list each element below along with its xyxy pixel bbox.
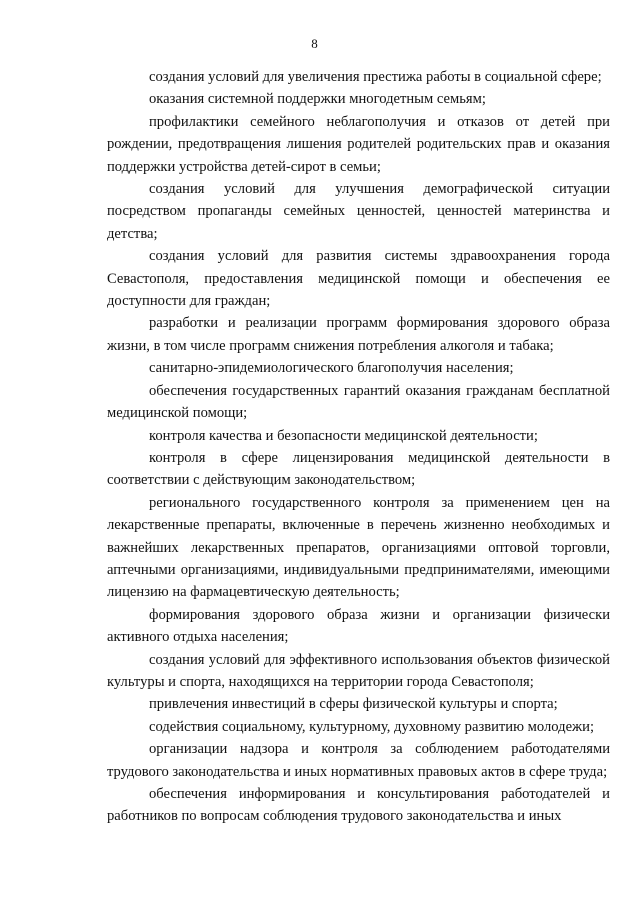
paragraph-demographic-situation: создания условий для улучшения демографической ситуации посредством пропаганды семейных ценностей, ценностей материнства и детства; xyxy=(107,181,610,242)
paragraph-family-trouble-prevention: профилактики семейного неблагополучия и отказов от детей при рождении, предотвращения лишения родителей родительских прав и оказания поддержки устройства детей-сирот в семьи; xyxy=(107,113,610,175)
paragraph-employer-consulting: обеспечения информирования и консультирования работодателей и работников по вопросам соблюдения трудового законодательства и иных xyxy=(107,786,610,825)
paragraph-healthy-lifestyle-programs: разработки и реализации программ формирования здорового образа жизни, в том числе программ снижения потребления алкоголя и табака; xyxy=(107,315,610,354)
paragraph-labor-law-supervision: организации надзора и контроля за соблюдением работодателями трудового законодательства и иных нормативных правовых актов в сфере труда; xyxy=(107,741,610,780)
paragraph-medical-quality-control: контроля качества и безопасности медицинской деятельности; xyxy=(149,427,538,444)
paragraph-active-recreation: формирования здорового образа жизни и организации физически активного отдыха населения; xyxy=(107,606,610,646)
page-number: 8 xyxy=(311,36,318,51)
paragraph-youth-development: содействия социальному, культурному, духовному развитию молодежи; xyxy=(149,718,594,735)
paragraph-sports-investment: привлечения инвестиций в сферы физической культуры и спорта; xyxy=(149,696,558,713)
paragraph-medical-licensing-control: контроля в сфере лицензирования медицинской деятельности в соответствии с действующим законодательством; xyxy=(107,449,610,489)
document-body xyxy=(107,66,610,828)
paragraph-sports-facilities: создания условий для эффективного использования объектов физической культуры и спорта, находящихся на территории города Севастополя; xyxy=(107,651,610,690)
paragraph-sanitary-welfare: санитарно-эпидемиологического благополучия населения; xyxy=(149,360,514,377)
paragraph-healthcare-system: создания условий для развития системы здравоохранения города Севастополя, предоставления медицинской помощи и обеспечения ее доступности для граждан; xyxy=(107,248,610,310)
paragraph-drug-price-control: регионального государственного контроля за применением цен на лекарственные препараты, включенные в перечень жизненно необходимых и важнейших лекарственных препаратов, организациями оптовой торговли, аптечными организациями, индивидуальными предпринимателями, имеющими лицензию на фармацевтическую деятельность; xyxy=(107,494,610,601)
paragraph-prestige-social-work: создания условий для увеличения престижа работы в социальной сфере; xyxy=(149,69,602,85)
paragraph-free-medical-care: обеспечения государственных гарантий оказания гражданам бесплатной медицинской помощи; xyxy=(107,382,610,422)
paragraph-large-families-support: оказания системной поддержки многодетным семьям; xyxy=(149,91,486,108)
